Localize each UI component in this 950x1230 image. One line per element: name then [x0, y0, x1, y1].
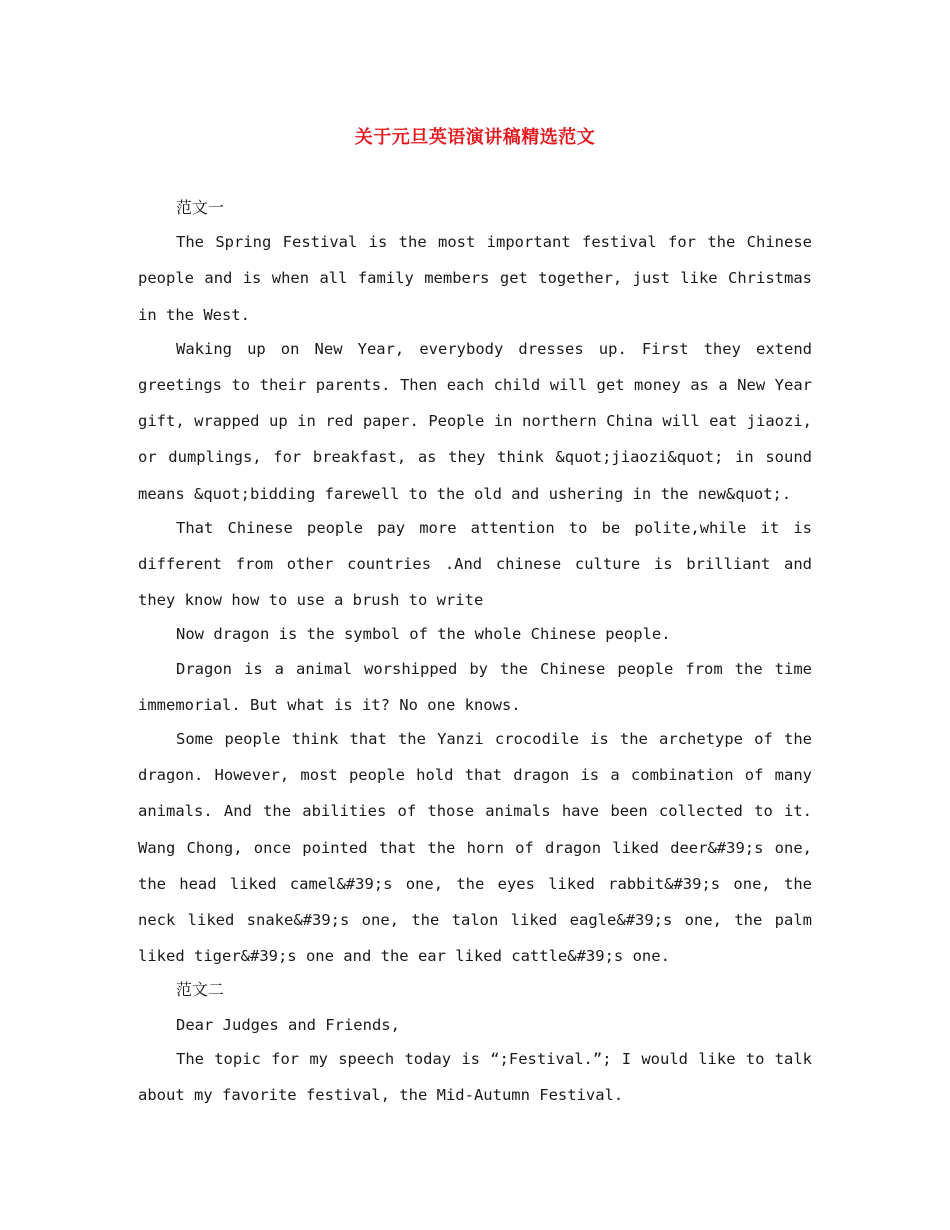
document-body: [138, 190, 812, 1111]
paragraph: Dragon is a animal worshipped by the Chinese people from the time immemorial. But what is it? No one knows.: [138, 659, 812, 714]
paragraph: Waking up on New Year, everybody dresses up. First they extend greetings to their parents. Then each child will get money as a New Year gift, wrapped up in red paper. People in northern China will eat jiaozi, or dumplings, for breakfast, as they think &quot;jiaozi&quot; in sound means &quot;bidding farewell to the old and ushering in the new&quot;.: [138, 339, 812, 503]
paragraph: Now dragon is the symbol of the whole Chinese people.: [176, 625, 671, 644]
section-heading-1: 范文一: [176, 198, 225, 217]
paragraph: The topic for my speech today is “;Festival.”; I would like to talk about my favorite festival, the Mid-Autumn Festival.: [138, 1049, 812, 1105]
paragraph: Dear Judges and Friends,: [176, 1015, 400, 1034]
paragraph: The Spring Festival is the most important festival for the Chinese people and is when all family members get together, just like Christmas in the West.: [138, 233, 812, 324]
section-heading-2: 范文二: [176, 980, 225, 1000]
paragraph: That Chinese people pay more attention to be polite,while it is different from other countries .And chinese culture is brilliant and they know how to use a brush to write: [138, 518, 812, 610]
paragraph: Some people think that the Yanzi crocodile is the archetype of the dragon. However, most people hold that dragon is a combination of many animals. And the abilities of those animals have been collected to it. Wang Chong, once pointed that the horn of dragon liked deer&#39;s one, the head liked camel&#39;s one, the eyes liked rabbit&#39;s one, the neck liked snake&#39;s one, the talon liked eagle&#39;s one, the palm liked tiger&#39;s one and the ear liked cattle&#39;s one.: [138, 730, 812, 966]
document-title: 关于元旦英语演讲稿精选范文: [354, 127, 596, 148]
